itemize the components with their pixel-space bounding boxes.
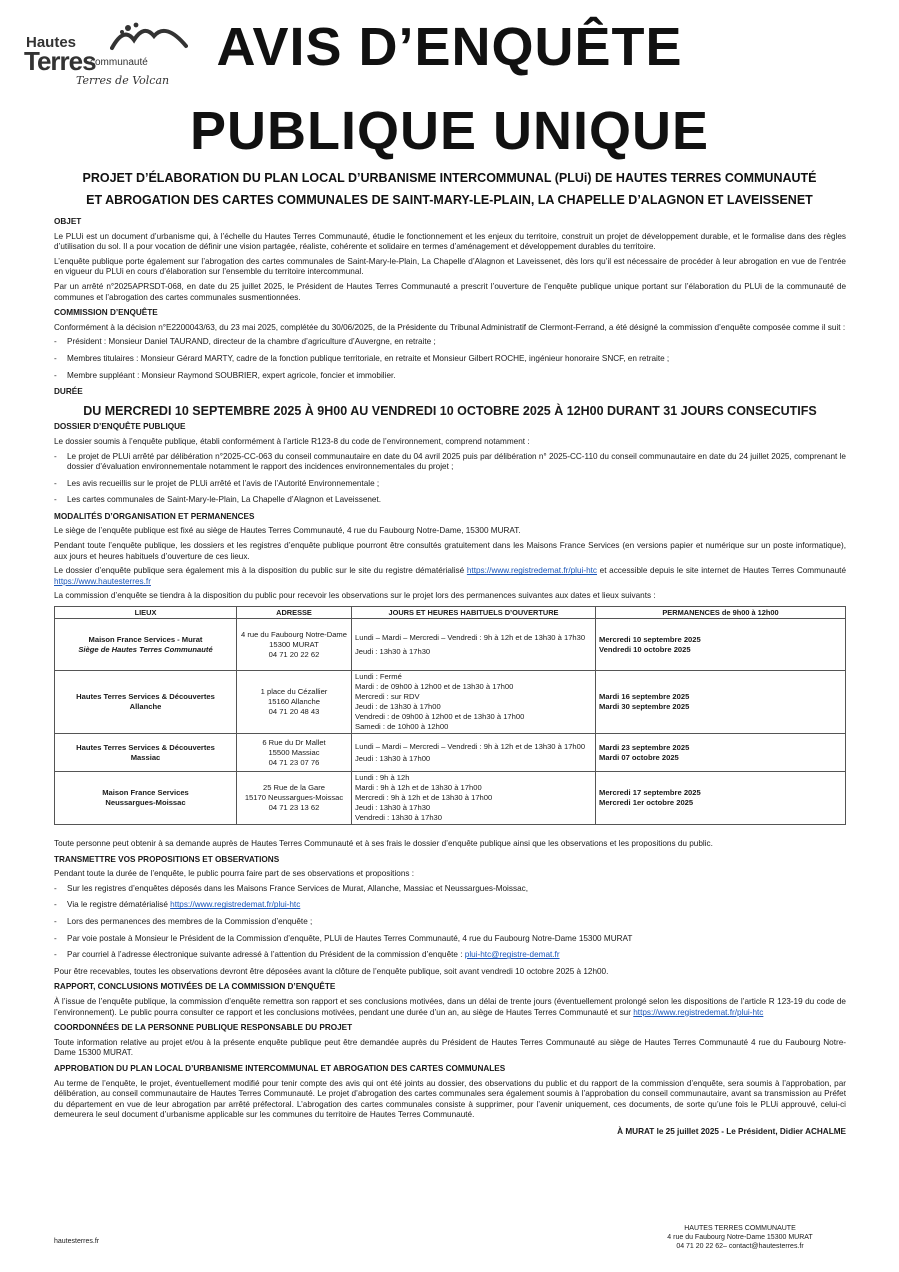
main-title-line-1: AVIS D’ENQUÊTE — [216, 17, 683, 77]
logo-line-1: Hautes — [26, 34, 77, 51]
modalites-paragraph-3 — [54, 566, 846, 587]
after-table-paragraph: Toute personne peut obtenir à sa demande auprès de Hautes Terres Communauté et à ses frais le dossier d’enquête publique ainsi que les observations et les propositions du public. — [54, 839, 713, 849]
horaire-line: Samedi : de 10h00 à 12h00 — [355, 722, 449, 732]
objet-paragraph-2: L’enquête publique porte également sur l’abrogation des cartes communales de Saint-Mary-le-Plain, La Chapelle d’Alagnon et Laveissenet, dès lors qu’il est nécessaire de procéder à leur abrogation en vue de l’entrée en vigueur du PLUi en cours d’élaboration sur l’ensemble du territoire intercommunal. — [54, 256, 846, 277]
modalites-paragraph-4: La commission d’enquête se tiendra à la disposition du public pour recevoir les observations sur le projet lors des permanences suivantes aux dates et lieux suivants : — [54, 591, 656, 601]
registre-link[interactable]: https://www.registredemat.fr/plui-htc — [633, 1007, 764, 1017]
permanences-table — [54, 606, 846, 825]
table-header: JOURS ET HEURES HABITUELS D’OUVERTURE — [352, 607, 596, 619]
horaire-line: Lundi : Fermé — [355, 672, 402, 682]
transmettre-item-registres: - Sur les registres d’enquêtes déposés dans les Maisons France Services de Murat, Allanche, Massiac et Neussargues-Moissac, — [54, 884, 846, 895]
table-cell-lieu — [55, 772, 237, 825]
adresse-line: 15170 Neussargues-Moissac — [244, 793, 344, 803]
objet-paragraph-3: Par un arrêté n°2025APRSDT-068, en date du 25 juillet 2025, le Président de Hautes Terres Communauté a prescrit l’ouverture de l’enquête publique unique portant sur l’élaboration du PLUi de la communauté de communes et l’abrogation des cartes communales susmentionnées. — [54, 281, 846, 302]
registre-link[interactable]: https://www.registredemat.fr/plui-htc — [170, 900, 301, 910]
modalites-paragraph-1: Le siège de l’enquête publique est fixé au siège de Hautes Terres Communauté, 4 rue du Faubourg Notre-Dame, 15300 MURAT. — [54, 526, 521, 536]
footer-org-name: HAUTES TERRES COMMUNAUTE — [684, 1225, 796, 1232]
modalites-text-a: Le dossier d’enquête publique sera également mis à la disposition du public sur le site du registre dématérialisé — [54, 566, 467, 576]
table-cell-lieu — [55, 734, 237, 772]
table-cell-permanences — [596, 734, 846, 772]
table-cell-lieu — [55, 619, 237, 671]
footer-address: 4 rue du Faubourg Notre-Dame 15300 MURAT — [667, 1234, 813, 1241]
section-heading-coordonnees: COORDONNÉES DE LA PERSONNE PUBLIQUE RESPONSABLE DU PROJET — [54, 1023, 353, 1033]
transmettre-paragraph-2: Pour être recevables, toutes les observations devront être déposées avant la clôture de l’enquête publique, soit avant vendredi 10 octobre 2025 à 12h00. — [54, 966, 609, 976]
transmettre-paragraph-1: Pendant toute la durée de l’enquête, le public pourra faire part de ses observations et propositions : — [54, 869, 415, 879]
horaire-line: Vendredi : de 09h00 à 12h00 et de 13h30 à 17h00 — [355, 712, 525, 722]
adresse-line: 15160 Allanche — [268, 697, 320, 707]
permanence-date: Mercredi 1er octobre 2025 — [599, 798, 694, 808]
signature: À MURAT le 25 juillet 2025 - Le Président, Didier ACHALME — [617, 1126, 846, 1136]
adresse-line: 4 rue du Faubourg Notre-Dame — [241, 629, 347, 639]
section-heading-objet: OBJET — [54, 217, 82, 226]
logo-line-3: communauté — [90, 57, 148, 68]
commission-item-president: - Président : Monsieur Daniel TAURAND, directeur de la chambre d’agriculture d’Auvergne, en retraite ; — [54, 337, 846, 348]
subtitle-line-1: PROJET D’ÉLABORATION DU PLAN LOCAL D’URBANISME INTERCOMMUNAL (PLUi) DE HAUTES TERRES COMMUNAUTÉ — [82, 171, 817, 185]
table-cell-horaires — [352, 619, 596, 671]
horaire-line: Lundi – Mardi – Mercredi – Vendredi : 9h à 12h et de 13h30 à 17h30 — [355, 632, 586, 642]
commission-item-suppleant: - Membre suppléant : Monsieur Raymond SOUBRIER, expert agricole, foncier et immobilier. — [54, 371, 846, 382]
modalites-text-b: et accessible depuis le site internet de Hautes Terres Communauté — [597, 566, 846, 576]
transmettre-item-postale: - Par voie postale à Monsieur le Président de la Commission d’enquête, PLUi de Hautes Terres Communauté, 4 rue du Faubourg Notre-Dame 15300 MURAT — [54, 934, 846, 945]
adresse-line: 04 71 23 07 76 — [268, 757, 320, 767]
lieu-name: Maison France Services — [102, 788, 189, 798]
dossier-item-cartes: - Les cartes communales de Saint-Mary-le-Plain, La Chapelle d’Alagnon et Laveissenet. — [54, 495, 846, 506]
horaire-line: Jeudi : 13h30 à 17h00 — [355, 753, 431, 763]
table-header: PERMANENCES de 9h00 à 12h00 — [596, 607, 846, 619]
footer-address-block — [640, 1224, 840, 1251]
permanence-date: Mardi 23 septembre 2025 — [599, 742, 690, 752]
section-heading-approbation: APPROBATION DU PLAN LOCAL D’URBANISME INTERCOMMUNAL ET ABROGATION DES CARTES COMMUNALES — [54, 1063, 506, 1073]
section-heading-commission: COMMISSION D’ENQUÊTE — [54, 308, 158, 318]
adresse-line: 04 71 20 22 62 — [268, 649, 320, 659]
horaire-line: Jeudi : 13h30 à 17h30 — [355, 646, 431, 656]
adresse-line: 04 71 23 13 62 — [268, 803, 320, 813]
transmettre-item-permanences: - Lors des permanences des membres de la Commission d’enquête ; — [54, 917, 846, 928]
enquete-dates: DU MERCREDI 10 SEPTEMBRE 2025 À 9H00 AU VENDREDI 10 OCTOBRE 2025 À 12H00 DURANT 31 JOURS CONSECUTIFS — [83, 403, 817, 418]
hautesterres-link[interactable]: https://www.hautesterres.fr — [54, 576, 151, 586]
table-row — [55, 772, 846, 825]
subtitle-line-2: ET ABROGATION DES CARTES COMMUNALES DE SAINT-MARY-LE-PLAIN, LA CHAPELLE D’ALAGNON ET LAVEISSENET — [86, 193, 813, 207]
rapport-text: À l’issue de l’enquête publique, la commission d’enquête remettra son rapport et ses conclusions motivées, dans un délai de trente jours (éventuellement prolongé selon les dispositions de l’article R 123-19 du code de l’environnement). Le public pourra consulter ce rapport et les conclusions motivées, pendant une durée d’un an, au siège de Hautes Terres Communauté et sur — [54, 996, 846, 1017]
table-cell-permanences — [596, 671, 846, 734]
transmettre-item-text: Via le registre dématérialisé — [67, 900, 171, 910]
table-cell-permanences — [596, 619, 846, 671]
table-row — [55, 619, 846, 671]
table-cell-permanences — [596, 772, 846, 825]
lieu-subtitle: Siège de Hautes Terres Communauté — [78, 644, 213, 654]
footer-contact: 04 71 20 22 62– contact@hautesterres.fr — [676, 1243, 804, 1250]
table-header: ADRESSE — [237, 607, 352, 619]
table-cell-lieu — [55, 671, 237, 734]
notice-body — [54, 212, 846, 1138]
subtitle — [40, 167, 859, 211]
permanence-date: Mardi 07 octobre 2025 — [599, 752, 679, 762]
permanence-date: Mardi 30 septembre 2025 — [599, 702, 690, 712]
adresse-line: 6 Rue du Dr Mallet — [262, 737, 326, 747]
permanence-date: Mardi 16 septembre 2025 — [599, 692, 690, 702]
transmettre-item-dematerialise — [54, 900, 846, 911]
horaire-line: Jeudi : de 13h30 à 17h00 — [355, 702, 441, 712]
section-heading-transmettre: TRANSMETTRE VOS PROPOSITIONS ET OBSERVATIONS — [54, 854, 280, 864]
commission-paragraph: Conformément à la décision n°E2200043/63, du 23 mai 2025, complétée du 30/06/2025, de la Présidente du Tribunal Administratif de Clermont-Ferrand, a été désigné la commission d’enquête composée comme il suit : — [54, 322, 846, 332]
dossier-item-projet: - Le projet de PLUi arrêté par délibération n°2025-CC-063 du conseil communautaire en date du 04 avril 2025 puis par délibération n° 2025-CC-110 du conseil communautaire en date du 24 juillet 2025, comprenant le dossier d’évaluation environnementale notamment le rapport des incidences environnementales du projet ; — [54, 452, 846, 473]
dossier-paragraph: Le dossier soumis à l’enquête publique, établi conformément à l’article R123-8 du code de l’environnement, comprend notamment : — [54, 436, 530, 446]
lieu-subtitle: Allanche — [129, 702, 162, 712]
lieu-name: Hautes Terres Services & Découvertes — [76, 742, 215, 752]
section-heading-duree: DURÉE — [54, 387, 83, 397]
table-cell-adresse — [237, 619, 352, 671]
lieu-subtitle: Massiac — [130, 752, 161, 762]
logo-tagline: Terres de Volcan — [76, 74, 170, 87]
main-title-line-2: PUBLIQUE UNIQUE — [189, 101, 710, 161]
coordonnees-paragraph: Toute information relative au projet et/ou à la présente enquête publique peut être demandée auprès du Président de Hautes Terres Communauté au siège de Hautes Terres Communauté 4 rue du Faubourg Notre-Dame 15300 MURAT. — [54, 1037, 846, 1058]
permanence-date: Mercredi 17 septembre 2025 — [599, 788, 701, 798]
section-heading-modalites: MODALITÉS D’ORGANISATION ET PERMANENCES — [54, 511, 255, 521]
horaire-line: Jeudi : 13h30 à 17h30 — [355, 803, 431, 813]
registre-link[interactable]: https://www.registredemat.fr/plui-htc — [466, 566, 598, 576]
table-cell-horaires — [352, 772, 596, 825]
transmettre-item-courriel — [54, 950, 846, 961]
adresse-line: 1 place du Cézallier — [260, 687, 328, 697]
table-header-row — [55, 607, 846, 619]
approbation-paragraph: Au terme de l’enquête, le projet, éventuellement modifié pour tenir compte des avis qui ont été joints au dossier, des observations du public et du rapport de la commission d’enquête, sera soumis à l’approbation, par délibération, au conseil communautaire de Hautes Terres Communauté. Le projet d’abrogation des cartes communales sera également soumis à l’approbation du conseil communautaire, avant sa transmission au Préfet du département en vue de leur abrogation par arrêté préfectoral. L’abrogation des cartes communales consiste à supprimer, pour l’avenir uniquement, ces documents, de sorte qu’une fois le PLUi approuvé, celui-ci demeurera le seul document d’urbanisme applicable sur les communes du territoire de Hautes Terres Communauté. — [54, 1078, 846, 1120]
horaire-line: Lundi – Mardi – Mercredi – Vendredi : 9h à 12h et de 13h30 à 17h00 — [355, 741, 586, 751]
transmettre-item-text: Par courriel à l’adresse électronique suivante adressé à l’attention du Président de la commission d’enquête : — [67, 950, 465, 960]
table-cell-adresse — [237, 671, 352, 734]
table-header: LIEUX — [55, 607, 237, 619]
horaire-line: Mardi : 9h à 12h et de 13h30 à 17h00 — [355, 783, 482, 793]
lieu-subtitle: Neussargues-Moissac — [105, 798, 186, 808]
modalites-paragraph-2: Pendant toute l’enquête publique, les dossiers et les registres d’enquête publique pourront être consultés gratuitement dans les Maisons France Services (en versions papier et numérique sur un poste informatique), aux jours et heures habituels d’ouverture de ces lieux. — [54, 541, 846, 561]
horaire-line: Mercredi : sur RDV — [355, 692, 420, 702]
table-cell-adresse — [237, 772, 352, 825]
lieu-name: Hautes Terres Services & Découvertes — [76, 692, 215, 702]
horaire-line: Vendredi : 13h30 à 17h30 — [355, 813, 442, 823]
horaire-line: Mardi : de 09h00 à 12h00 et de 13h30 à 17h00 — [355, 682, 514, 692]
dossier-item-avis: - Les avis recueillis sur le projet de PLUi arrêté et l’avis de l’Autorité Environnementale ; — [54, 479, 846, 490]
permanence-date: Mercredi 10 septembre 2025 — [599, 634, 701, 644]
section-heading-rapport: RAPPORT, CONCLUSIONS MOTIVÉES DE LA COMMISSION D’ENQUÊTE — [54, 982, 336, 992]
email-link[interactable]: plui-htc@registre-demat.fr — [464, 950, 560, 960]
commission-item-titulaires: - Membres titulaires : Monsieur Gérard MARTY, cadre de la fonction publique territoriale, en retraite et Monsieur Gilbert ROCHE, ingénieur honoraire SNCF, en retraite ; — [54, 354, 846, 365]
horaire-line: Lundi : 9h à 12h — [355, 773, 410, 783]
table-row — [55, 671, 846, 734]
rapport-paragraph — [54, 997, 846, 1018]
adresse-line: 15300 MURAT — [269, 639, 319, 649]
table-cell-horaires — [352, 734, 596, 772]
table-cell-horaires — [352, 671, 596, 734]
table-row — [55, 734, 846, 772]
adresse-line: 25 Rue de la Gare — [262, 783, 326, 793]
adresse-line: 15500 Massiac — [268, 747, 320, 757]
adresse-line: 04 71 20 48 43 — [268, 707, 320, 717]
objet-paragraph-1: Le PLUi est un document d’urbanisme qui, à l’échelle du Hautes Terres Communauté, étudie le fonctionnement et les enjeux du territoire, construit un projet de développement durable, et le formalise dans des règles d’utilisation du sol. Il a pour vocation de définir une vision partagée, réaliste, cohérente et solidaire en termes d’aménagement et développement durables du territoire. — [54, 231, 846, 252]
logo-line-2: Terres — [24, 46, 96, 76]
permanence-date: Vendredi 10 octobre 2025 — [599, 644, 691, 654]
section-heading-dossier: DOSSIER D’ENQUÊTE PUBLIQUE — [54, 422, 186, 432]
lieu-name: Maison France Services - Murat — [88, 634, 203, 644]
footer-website: hautesterres.fr — [54, 1238, 100, 1245]
horaire-line: Mercredi : 9h à 12h et de 13h30 à 17h00 — [355, 793, 493, 803]
table-cell-adresse — [237, 734, 352, 772]
